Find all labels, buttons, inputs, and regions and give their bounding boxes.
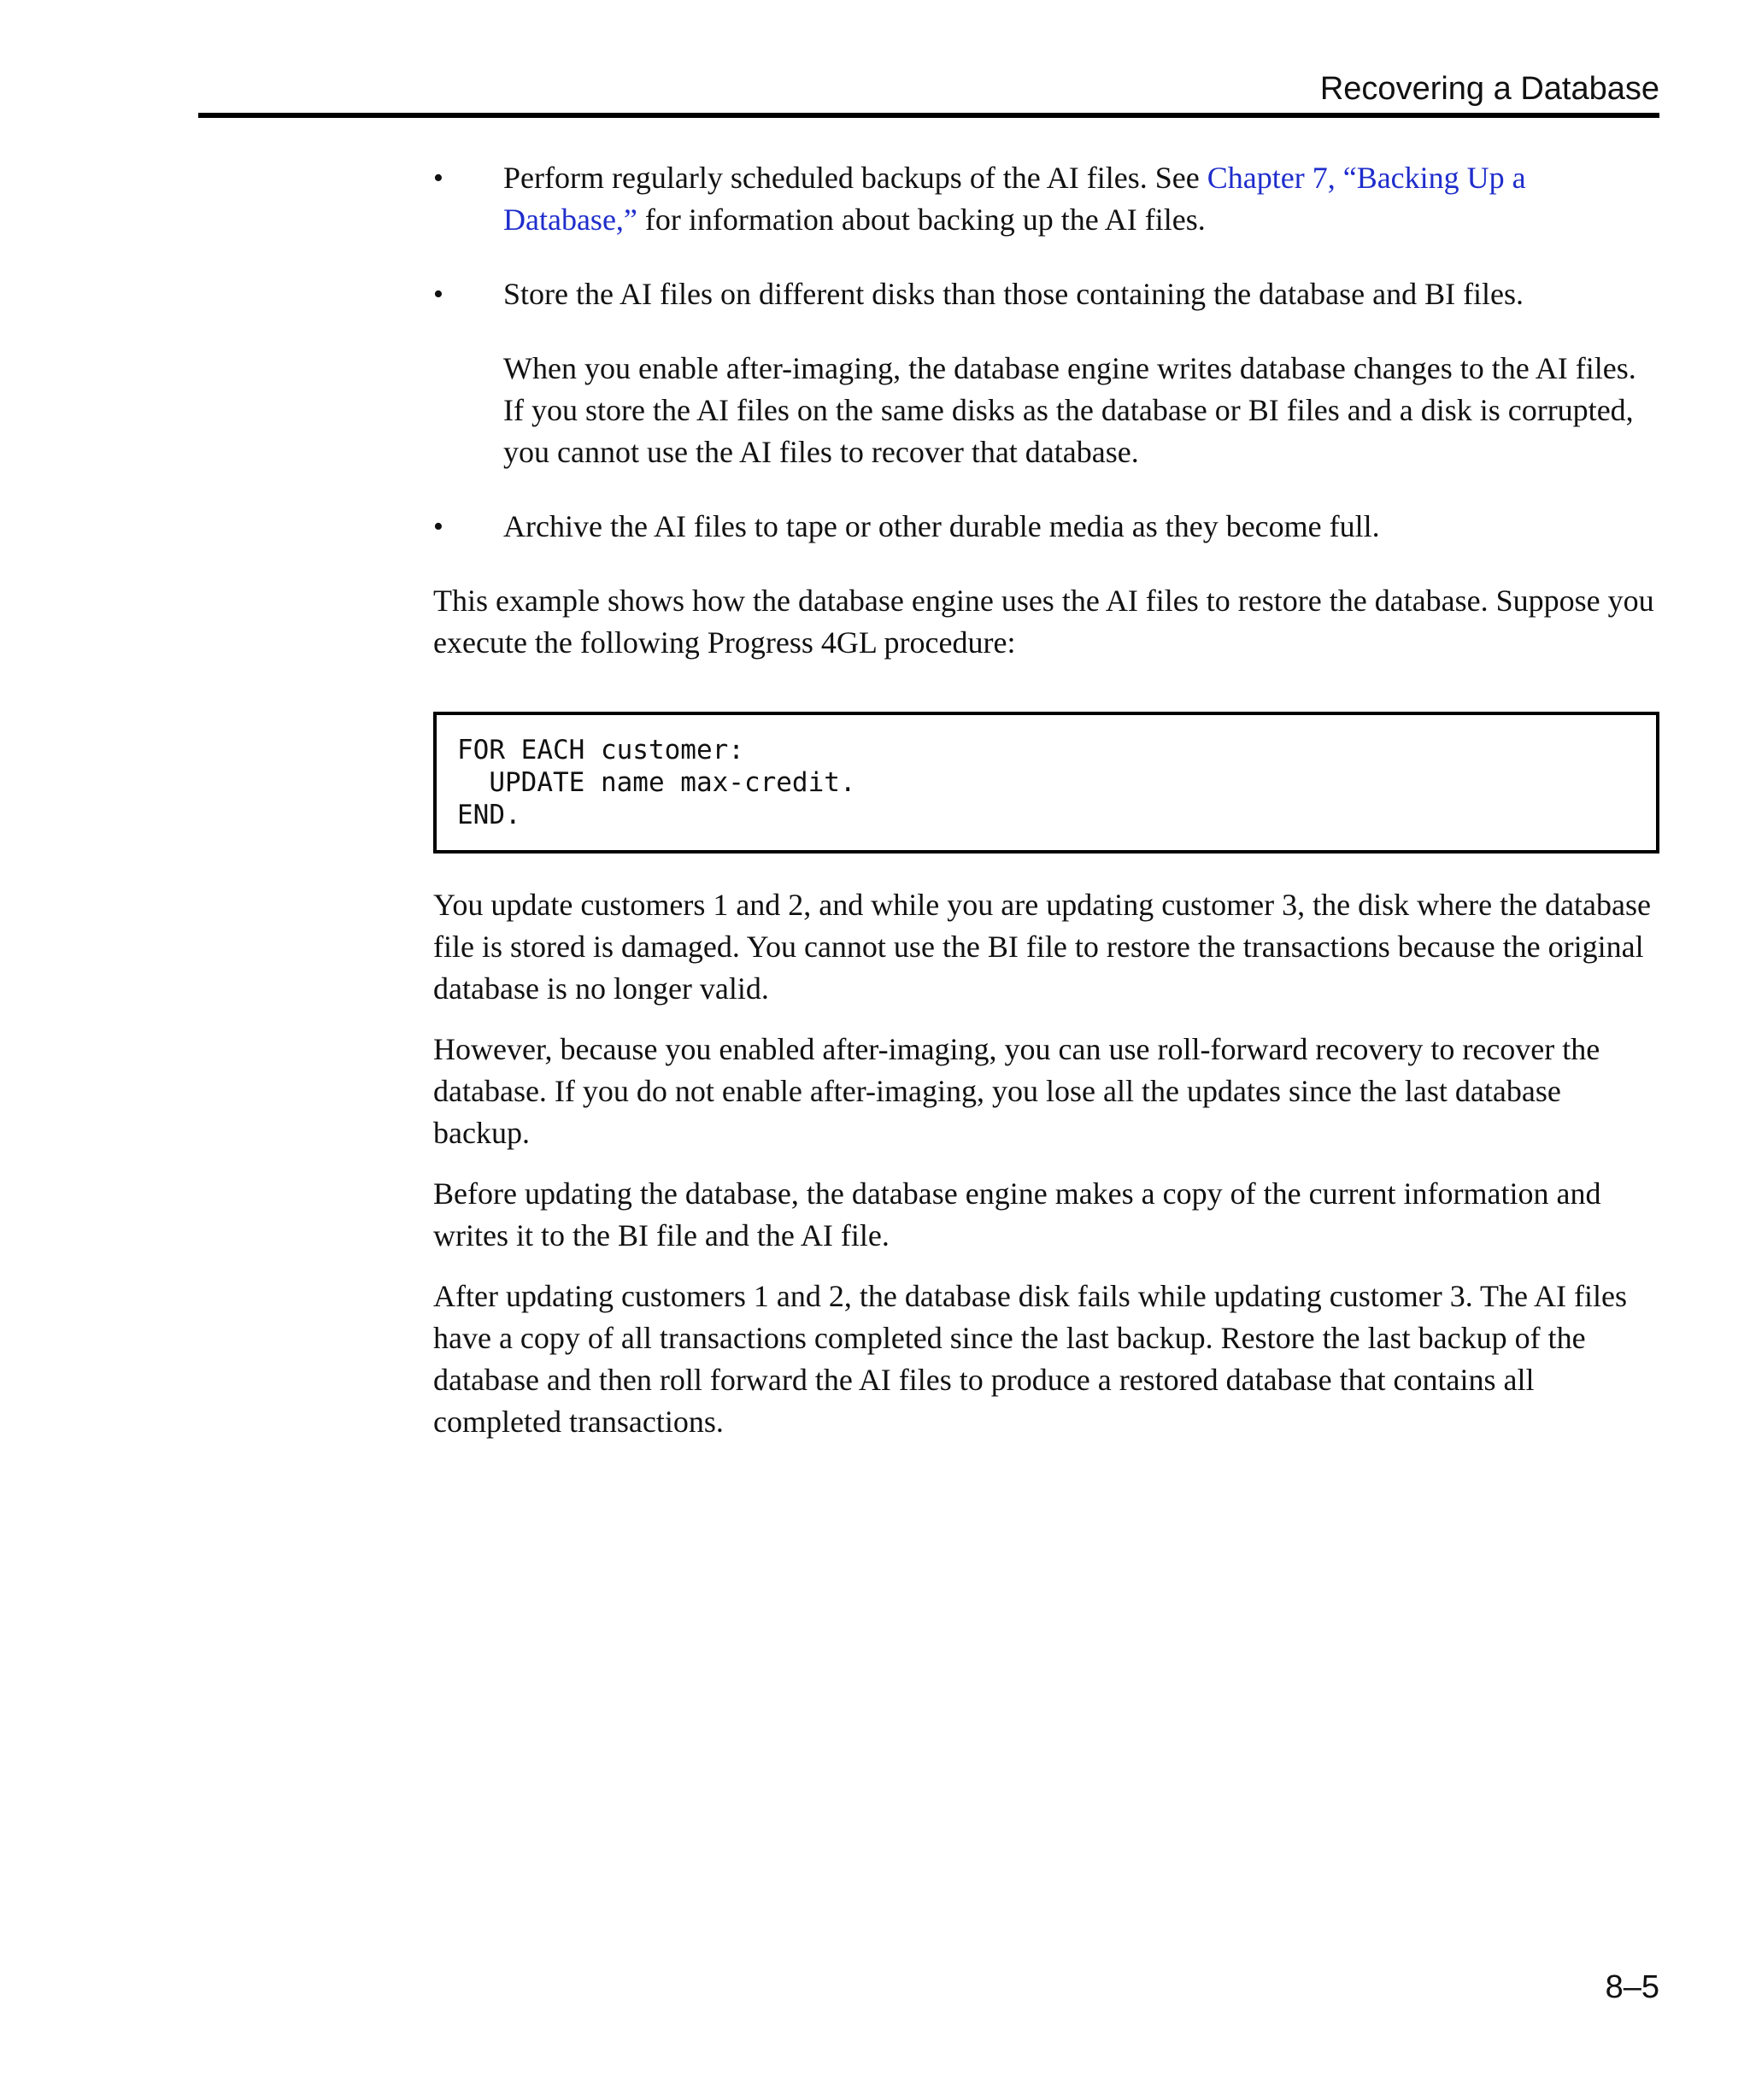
bullet-icon: • bbox=[433, 511, 443, 543]
bullet-item-separate-disks bbox=[433, 273, 1659, 473]
body-paragraph: You update customers 1 and 2, and while you are updating customer 3, the disk where the database file is stored is damaged. You cannot use the BI file to restore the transactions because the original database is no longer valid. bbox=[433, 888, 1651, 1006]
bullet-text-after-link: for information about backing up the AI files. bbox=[637, 202, 1206, 237]
bullet-item-backups bbox=[433, 157, 1659, 241]
bullet-icon: • bbox=[433, 162, 443, 194]
bullet-text bbox=[503, 157, 1659, 241]
bullet-text: Archive the AI files to tape or other durable media as they become full. bbox=[503, 509, 1380, 543]
bullet-text: Store the AI files on different disks than those containing the database and BI files. bbox=[503, 277, 1524, 311]
bullet-icon: • bbox=[433, 279, 443, 310]
chapter-7-link[interactable]: Chapter 7, “Backing Up a Database,” bbox=[503, 161, 1526, 237]
page-content bbox=[433, 157, 1659, 1462]
bullet-item-archive bbox=[433, 506, 1659, 548]
code-line: END. bbox=[457, 800, 521, 830]
body-paragraph: After updating customers 1 and 2, the database disk fails while updating customer 3. The AI files have a copy of all transactions completed since the last backup. Restore the last backup of the database and then roll forward the AI files to produce a restored database that contains all completed transactions. bbox=[433, 1279, 1628, 1439]
body-paragraph: Before updating the database, the database engine makes a copy of the current information and writes it to the BI file and the AI file. bbox=[433, 1176, 1601, 1252]
code-example-box bbox=[433, 712, 1659, 853]
bullet-text-before-link: Perform regularly scheduled backups of the AI files. See bbox=[503, 161, 1207, 195]
code-line: FOR EACH customer: bbox=[457, 735, 744, 766]
running-header bbox=[198, 62, 1659, 118]
code-line: UPDATE name max-credit. bbox=[457, 767, 856, 798]
intro-paragraph: This example shows how the database engine uses the AI files to restore the database. Suppose you execute the following Progress 4GL procedure: bbox=[433, 584, 1654, 660]
page-number: 8–5 bbox=[1605, 1969, 1659, 2005]
bullet-list bbox=[433, 157, 1659, 548]
bullet-continuation-paragraph: When you enable after-imaging, the database engine writes database changes to the AI files. If you store the AI files on the same disks as the database or BI files and a disk is corrupted, you cannot use the AI files to recover that database. bbox=[503, 351, 1636, 469]
running-header-title: Recovering a Database bbox=[1319, 71, 1659, 107]
body-paragraph: However, because you enabled after-imaging, you can use roll-forward recovery to recover the database. If you do not enable after-imaging, you lose all the updates since the last database backup. bbox=[433, 1032, 1600, 1150]
